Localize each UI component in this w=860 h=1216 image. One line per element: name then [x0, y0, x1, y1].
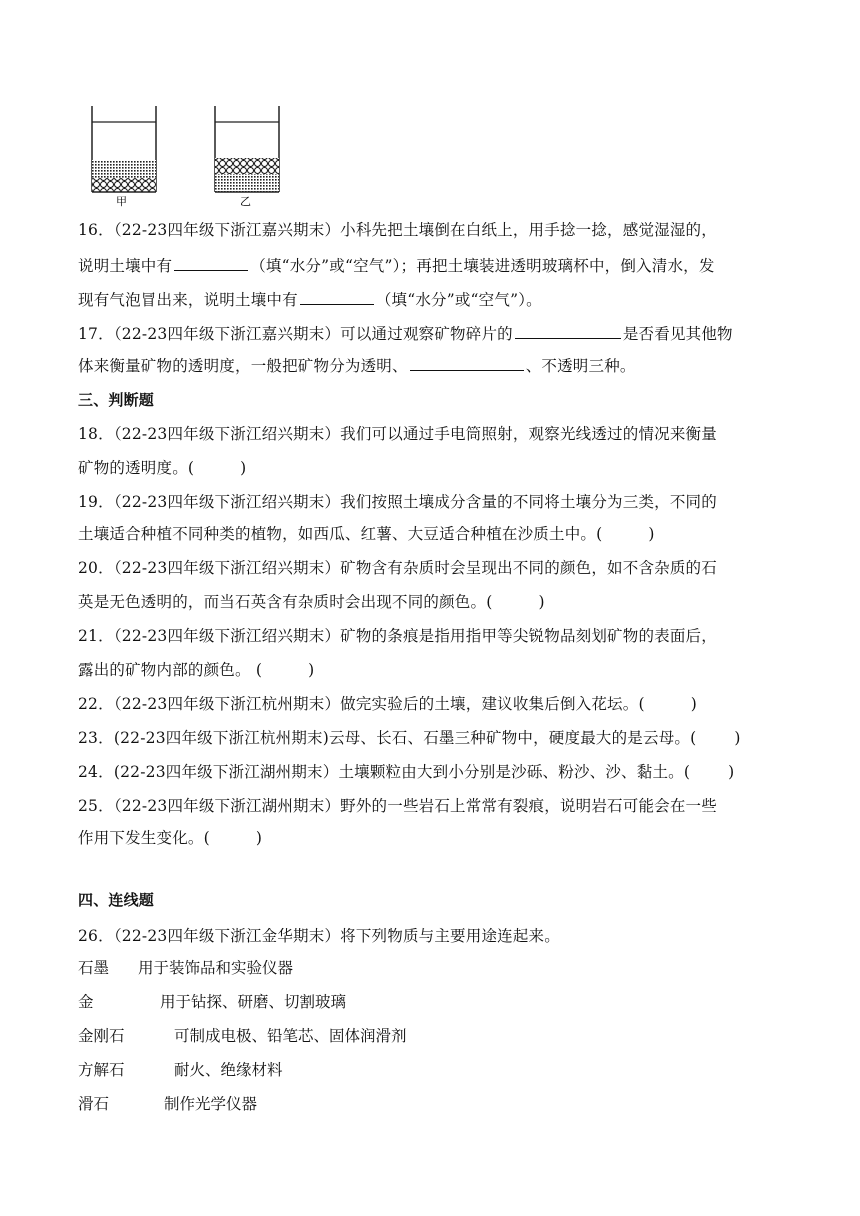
match-left-item[interactable]: 方解石 [78, 1061, 125, 1079]
q17-line1: 17．（22-23四年级下浙江嘉兴期末）可以通过观察矿物碎片的 是否看见其他物 [78, 325, 733, 343]
match-right-item[interactable]: 可制成电极、铅笔芯、固体润滑剂 [174, 1027, 407, 1045]
q16-line1: 16．（22-23四年级下浙江嘉兴期末）小科先把土壤倒在白纸上，用手捻一捻，感觉湿湿的， [78, 221, 717, 239]
q17-blank-2[interactable] [410, 356, 524, 371]
q18-line1: 18．（22-23四年级下浙江绍兴期末）我们可以通过手电筒照射，观察光线透过的情况来衡量 [78, 425, 717, 443]
match-left-item[interactable]: 滑石 [78, 1095, 110, 1113]
q21-line2: 露出的矿物内部的颜色。 ( ) [78, 661, 315, 679]
q17-blank-1[interactable] [515, 324, 621, 339]
q16-blank-2[interactable] [300, 290, 374, 305]
q19-line2: 土壤适合种植不同种类的植物，如西瓜、红薯、大豆适合种植在沙质土中。( ) [78, 525, 655, 543]
q17-line2: 体来衡量矿物的透明度，一般把矿物分为透明、 、不透明三种。 [78, 357, 636, 375]
q25-line1: 25．（22-23四年级下浙江湖州期末）野外的一些岩石上常常有裂痕，说明岩石可能会在一些 [78, 797, 717, 815]
match-right-item[interactable]: 制作光学仪器 [164, 1095, 258, 1113]
beaker-figures [86, 104, 306, 208]
section-heading-matching: 四、连线题 [78, 891, 155, 909]
q24-line1: 24．(22-23四年级下浙江湖州期末）土壤颗粒由大到小分别是沙砾、粉沙、沙、黏土。( ) [78, 763, 735, 781]
q19-line1: 19．（22-23四年级下浙江绍兴期末）我们按照土壤成分含量的不同将土壤分为三类，不同的 [78, 493, 717, 511]
match-right-item[interactable]: 耐火、绝缘材料 [174, 1061, 283, 1079]
q20-line2: 英是无色透明的，而当石英含有杂质时会出现不同的颜色。( ) [78, 593, 545, 611]
q16-line3: 现有气泡冒出来，说明土壤中有 （填“水分”或“空气”）。 [78, 291, 542, 309]
match-left-item[interactable]: 石墨 [78, 959, 110, 977]
label-yi: 乙 [240, 195, 251, 208]
q16-blank-1[interactable] [174, 256, 248, 271]
beaker-yi [215, 106, 279, 192]
match-left-item[interactable]: 金 [78, 993, 94, 1011]
section-heading-judgment: 三、判断题 [78, 391, 155, 409]
q26-lead: 26．（22-23四年级下浙江金华期末）将下列物质与主要用途连起来。 [78, 927, 560, 945]
beaker-diagram [86, 104, 306, 208]
q18-line2: 矿物的透明度。( ) [78, 459, 247, 477]
q16-line2: 说明土壤中有 （填“水分”或“空气”）；再把土壤装进透明玻璃杯中，倒入清水，发 [78, 257, 715, 275]
q21-line1: 21．（22-23四年级下浙江绍兴期末）矿物的条痕是指用指甲等尖锐物品刻划矿物的表面后， [78, 627, 717, 645]
q25-line2: 作用下发生变化。( ) [78, 829, 263, 847]
match-right-item[interactable]: 用于装饰品和实验仪器 [138, 959, 294, 977]
q22-line1: 22．（22-23四年级下浙江杭州期末）做完实验后的土壤，建议收集后倒入花坛。( ) [78, 695, 697, 713]
q20-line1: 20．（22-23四年级下浙江绍兴期末）矿物含有杂质时会呈现出不同的颜色，如不含杂质的石 [78, 559, 717, 577]
q23-line1: 23．(22-23四年级下浙江杭州期末)云母、长石、石墨三种矿物中，硬度最大的是云母。( ) [78, 729, 741, 747]
match-right-item[interactable]: 用于钻探、研磨、切割玻璃 [160, 993, 347, 1011]
beaker-jia [92, 106, 156, 192]
match-left-item[interactable]: 金刚石 [78, 1027, 125, 1045]
label-jia: 甲 [116, 195, 127, 208]
